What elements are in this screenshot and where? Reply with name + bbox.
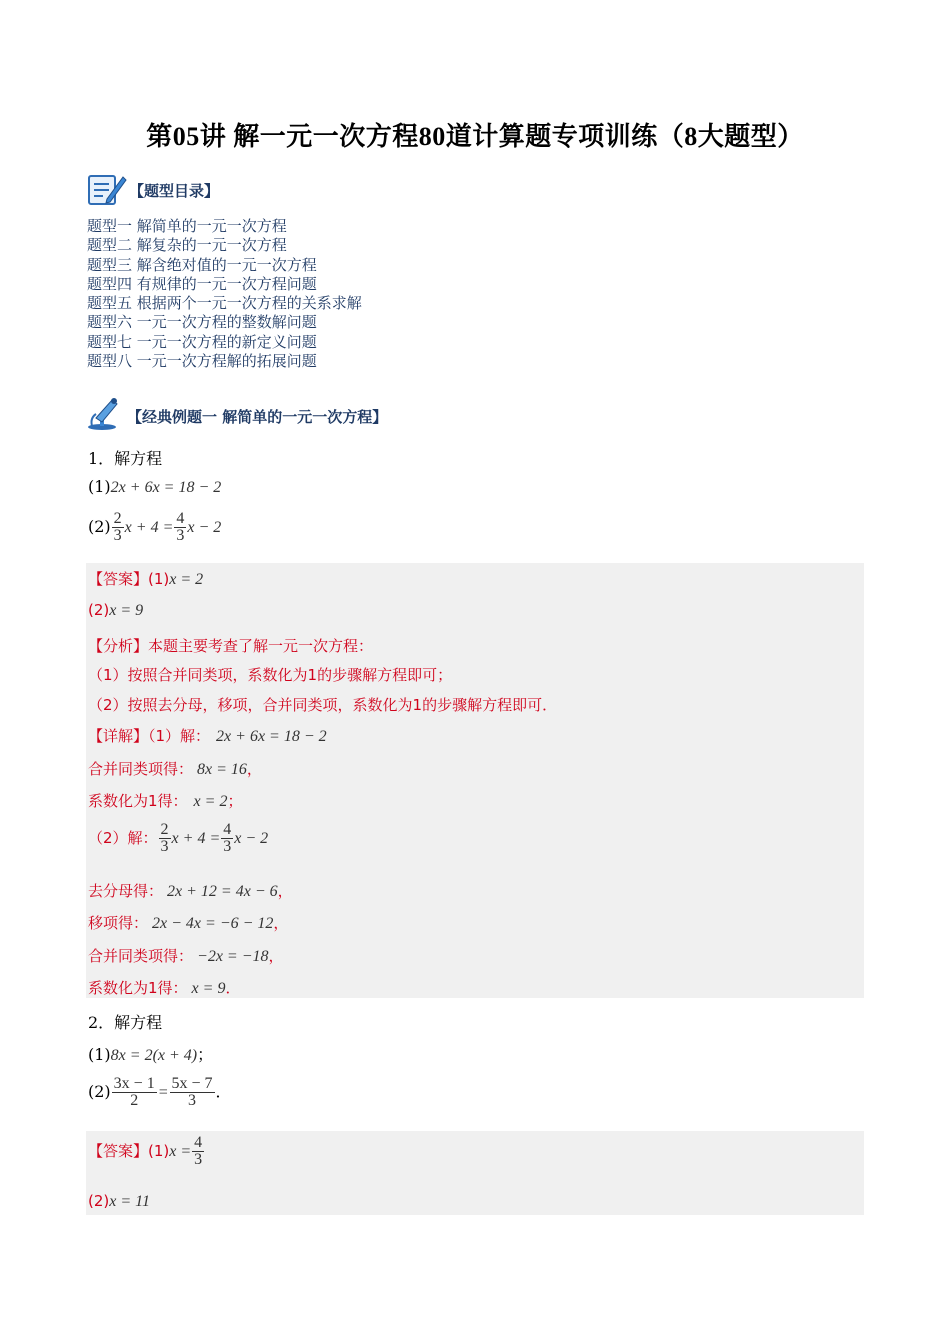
toc-item-6[interactable]: 题型六 一元一次方程的整数解问题 xyxy=(87,313,317,332)
q1-detail-label: 【详解】（1）解： xyxy=(88,727,211,745)
q1-step2 xyxy=(88,790,242,811)
q2-p2-frac1-num: 3x − 1 xyxy=(113,1075,155,1092)
toc-item-5[interactable]: 题型五 根据两个一元一次方程的关系求解 xyxy=(87,294,362,313)
q1-detail-line xyxy=(88,725,327,746)
q1-answer-1-value: x = 2 xyxy=(169,571,204,588)
q2-answer-label: 【答案】(1) xyxy=(88,1142,170,1160)
q1-step5-label: 合并同类项得： xyxy=(88,947,194,965)
q1-step5-punct: ， xyxy=(268,947,284,965)
q2-part1-label: (1) xyxy=(88,1045,111,1064)
q1-step3-punct: ， xyxy=(277,882,293,900)
q1-step6 xyxy=(88,977,240,998)
section-header: 【经典例题一 解简单的一元一次方程】 xyxy=(127,408,388,426)
q1-step2-punct: ； xyxy=(227,792,243,810)
q1-step1-punct: ， xyxy=(246,760,262,778)
q1-part1-label: (1) xyxy=(88,477,111,496)
q1-p2-end: x − 2 xyxy=(187,519,222,536)
q1-part2 xyxy=(88,511,221,544)
q1-sol-frac1-den: 3 xyxy=(160,838,169,855)
q1-p2-frac1-num: 2 xyxy=(113,510,122,527)
q1-p2-frac1-den: 3 xyxy=(113,527,122,544)
q2-p2-end: ． xyxy=(215,1082,232,1101)
toc-item-4[interactable]: 题型四 有规律的一元一次方程问题 xyxy=(87,274,317,293)
toc-list xyxy=(87,217,362,371)
q1-step5-eq: −2x = −18 xyxy=(197,948,269,965)
q1-sol-frac2-num: 4 xyxy=(223,821,232,838)
q2-part1-end: ； xyxy=(197,1045,214,1064)
q1-step6-eq: x = 9 xyxy=(191,980,226,997)
q1-answer-label: 【答案】(1) xyxy=(88,570,170,588)
q1-p2-mid: x + 4 = xyxy=(124,519,174,536)
q1-step4-eq: 2x − 4x = −6 − 12 xyxy=(152,915,274,932)
q2-part1 xyxy=(88,1042,213,1065)
q1-part2-solution-label: （2）解： xyxy=(88,829,158,847)
q1-analysis-2: （2）按照去分母，移项，合并同类项，系数化为1的步骤解方程即可． xyxy=(88,696,558,714)
q1-step6-label: 系数化为1得： xyxy=(88,979,188,997)
q1-step1-eq: 8x = 16 xyxy=(197,761,247,778)
q1-sol-mid: x + 4 = xyxy=(171,830,221,847)
toc-item-2[interactable]: 题型二 解复杂的一元一次方程 xyxy=(87,236,287,255)
q2-answer-2-value: x = 11 xyxy=(109,1193,150,1210)
q1-step2-eq: x = 2 xyxy=(193,793,228,810)
q2-part2 xyxy=(88,1076,232,1109)
q1-analysis-label: 【分析】本题主要考查了解一元一次方程： xyxy=(88,637,374,655)
q2-stem: 2．解方程 xyxy=(88,1013,163,1032)
q1-stem: 1．解方程 xyxy=(88,449,163,468)
q2-answer-2 xyxy=(88,1192,150,1211)
q1-part2-solution xyxy=(88,822,268,855)
q1-p2-frac2-den: 3 xyxy=(176,527,185,544)
q1-step2-label: 系数化为1得： xyxy=(88,792,188,810)
q2-p2-frac2-num: 5x − 7 xyxy=(171,1075,213,1092)
page-title: 第05讲 解一元一次方程80道计算题专项训练（8大题型） xyxy=(146,122,804,151)
microscope-icon xyxy=(86,396,124,432)
q1-p2-frac2-num: 4 xyxy=(176,510,185,527)
q2-p2-eq: = xyxy=(157,1084,169,1101)
q1-answer-2-label: (2) xyxy=(88,601,110,619)
q1-step4 xyxy=(88,912,288,933)
q1-step3-label: 去分母得： xyxy=(88,882,164,900)
q2-part2-label: (2) xyxy=(88,1082,111,1101)
q2-answer-1-den: 3 xyxy=(194,1151,203,1168)
toc-item-7[interactable]: 题型七 一元一次方程的新定义问题 xyxy=(87,332,317,351)
q1-step4-label: 移项得： xyxy=(88,914,149,932)
q1-answer-2 xyxy=(88,601,143,620)
q1-sol-end: x − 2 xyxy=(234,830,269,847)
q1-answer-2-value: x = 9 xyxy=(109,602,144,619)
q1-step4-punct: ， xyxy=(273,914,289,932)
q1-part2-label: (2) xyxy=(88,517,111,536)
q2-answer-1-num: 4 xyxy=(194,1134,203,1151)
q1-step1-label: 合并同类项得： xyxy=(88,760,194,778)
toc-item-3[interactable]: 题型三 解含绝对值的一元一次方程 xyxy=(87,255,317,274)
toc-item-1[interactable]: 题型一 解简单的一元一次方程 xyxy=(87,217,287,235)
q2-part1-eq: 8x = 2(x + 4) xyxy=(110,1047,198,1064)
q2-p2-frac2-den: 3 xyxy=(188,1092,197,1109)
notepad-icon xyxy=(87,171,127,207)
q2-answer-1-pre: x = xyxy=(169,1143,192,1160)
q1-step3 xyxy=(88,880,293,901)
q1-step1 xyxy=(88,758,262,779)
q1-step5 xyxy=(88,945,284,966)
q1-answer-1 xyxy=(88,568,203,589)
q1-sol-frac1-num: 2 xyxy=(160,821,169,838)
q1-part1 xyxy=(88,477,221,497)
q1-detail-eq: 2x + 6x = 18 − 2 xyxy=(216,728,327,745)
toc-item-8[interactable]: 题型八 一元一次方程解的拓展问题 xyxy=(87,352,317,371)
q2-answer-1 xyxy=(88,1135,205,1168)
q1-step3-eq: 2x + 12 = 4x − 6 xyxy=(167,883,278,900)
toc-header: 【题型目录】 xyxy=(129,182,220,200)
q2-answer-2-label: (2) xyxy=(88,1192,110,1210)
q1-step6-punct: ． xyxy=(225,979,241,997)
q1-analysis-1: （1）按照合并同类项，系数化为1的步骤解方程即可； xyxy=(88,666,453,684)
q1-sol-frac2-den: 3 xyxy=(223,838,232,855)
q2-p2-frac1-den: 2 xyxy=(130,1092,139,1109)
q1-part1-equation: 2x + 6x = 18 − 2 xyxy=(110,479,222,496)
